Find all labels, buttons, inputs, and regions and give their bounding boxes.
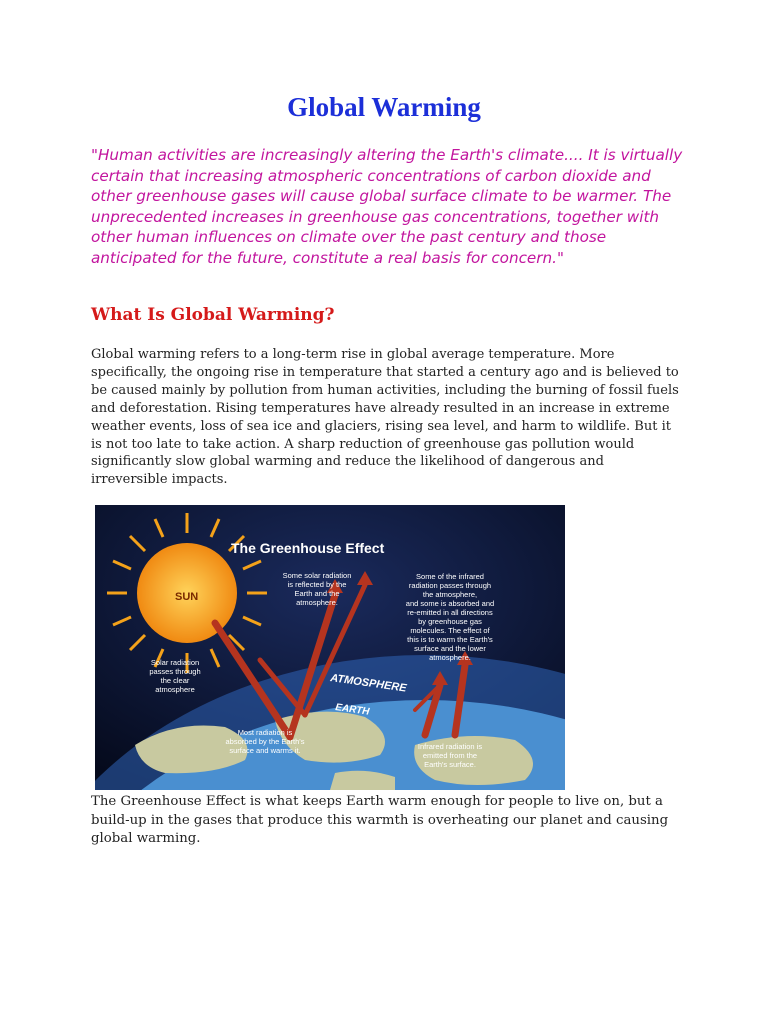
figure-note-line: absorbed by the Earth's: [225, 737, 305, 746]
figure-note-line: molecules. The effect of: [410, 626, 490, 635]
figure-note-line: passes through: [149, 667, 201, 676]
figure-title: The Greenhouse Effect: [231, 540, 385, 556]
figure-note-line: atmosphere: [155, 685, 195, 694]
figure-note-line: surface and warms it.: [229, 746, 301, 755]
page-title: Global Warming: [287, 92, 481, 122]
figure-note-line: Earth's surface.: [424, 760, 476, 769]
figure-note-line: radiation passes through: [408, 581, 492, 590]
figure-caption: The Greenhouse Effect is what keeps Earth warm enough for people to live on, but a build-up in the gases that produce this warmth is overheating our planet and causing global warming.: [91, 794, 669, 846]
atmosphere-label: ATMOSPHERE: [329, 672, 408, 695]
figure-note-line: the atmosphere,: [422, 590, 478, 599]
figure-note-line: is reflected by the: [287, 580, 347, 589]
greenhouse-effect-figure: [95, 505, 565, 790]
figure-note-line: the clear: [160, 676, 190, 685]
earth-label: EARTH: [334, 702, 371, 718]
figure-note-emitted: [418, 742, 482, 769]
body-paragraph: Global warming refers to a long-term rise in global average temperature. More specifically, the ongoing rise in temperature that started a century ago and is believed to be caused mainly by pollution from human activities, including the burning of fossil fuels and deforestation. Rising temperatures have already resulted in an increase in extreme weather events, loss of sea ice and glaciers, rising sea level, and harm to wildlife. But it is not too late to take action. A sharp reduction of greenhouse gas pollution would significantly slow global warming and reduce the likelihood of dangerous and irreversible impacts.: [91, 347, 679, 488]
sun-label: SUN: [175, 591, 199, 603]
figure-note-line: surface and the lower: [414, 644, 486, 653]
figure-note-line: Some solar radiation: [282, 571, 352, 580]
figure-note-line: Some of the infrared: [416, 572, 484, 581]
figure-note-line: and some is absorbed and: [405, 599, 495, 608]
figure-note-line: emitted from the: [422, 751, 478, 760]
figure-note-line: atmosphere.: [429, 653, 471, 662]
figure-note-line: Most radiation is: [237, 728, 293, 737]
greenhouse-diagram: [95, 505, 565, 790]
figure-note-line: Solar radiation: [150, 658, 200, 667]
figure-note-infrared: [406, 572, 494, 662]
figure-note-line: this is to warm the Earth's: [407, 635, 493, 644]
quote-paragraph: "Human activities are increasingly altering the Earth's climate.... It is virtually certain that increasing atmospheric concentrations of carbon dioxide and other greenhouse gases will cause global surface climate to be warmer. The unprecedented increases in greenhouse gas concentrations, together with other human influences on climate over the past century and those anticipated for the future, constitute a real basis for concern.": [91, 146, 683, 267]
figure-note-line: atmosphere.: [296, 598, 338, 607]
figure-note-line: re-emitted in all directions: [407, 608, 493, 617]
figure-note-line: Earth and the: [294, 589, 340, 598]
figure-note-line: Infrared radiation is: [417, 742, 483, 751]
section-heading: What Is Global Warming?: [91, 305, 335, 325]
figure-note-line: by greenhouse gas: [418, 617, 482, 626]
